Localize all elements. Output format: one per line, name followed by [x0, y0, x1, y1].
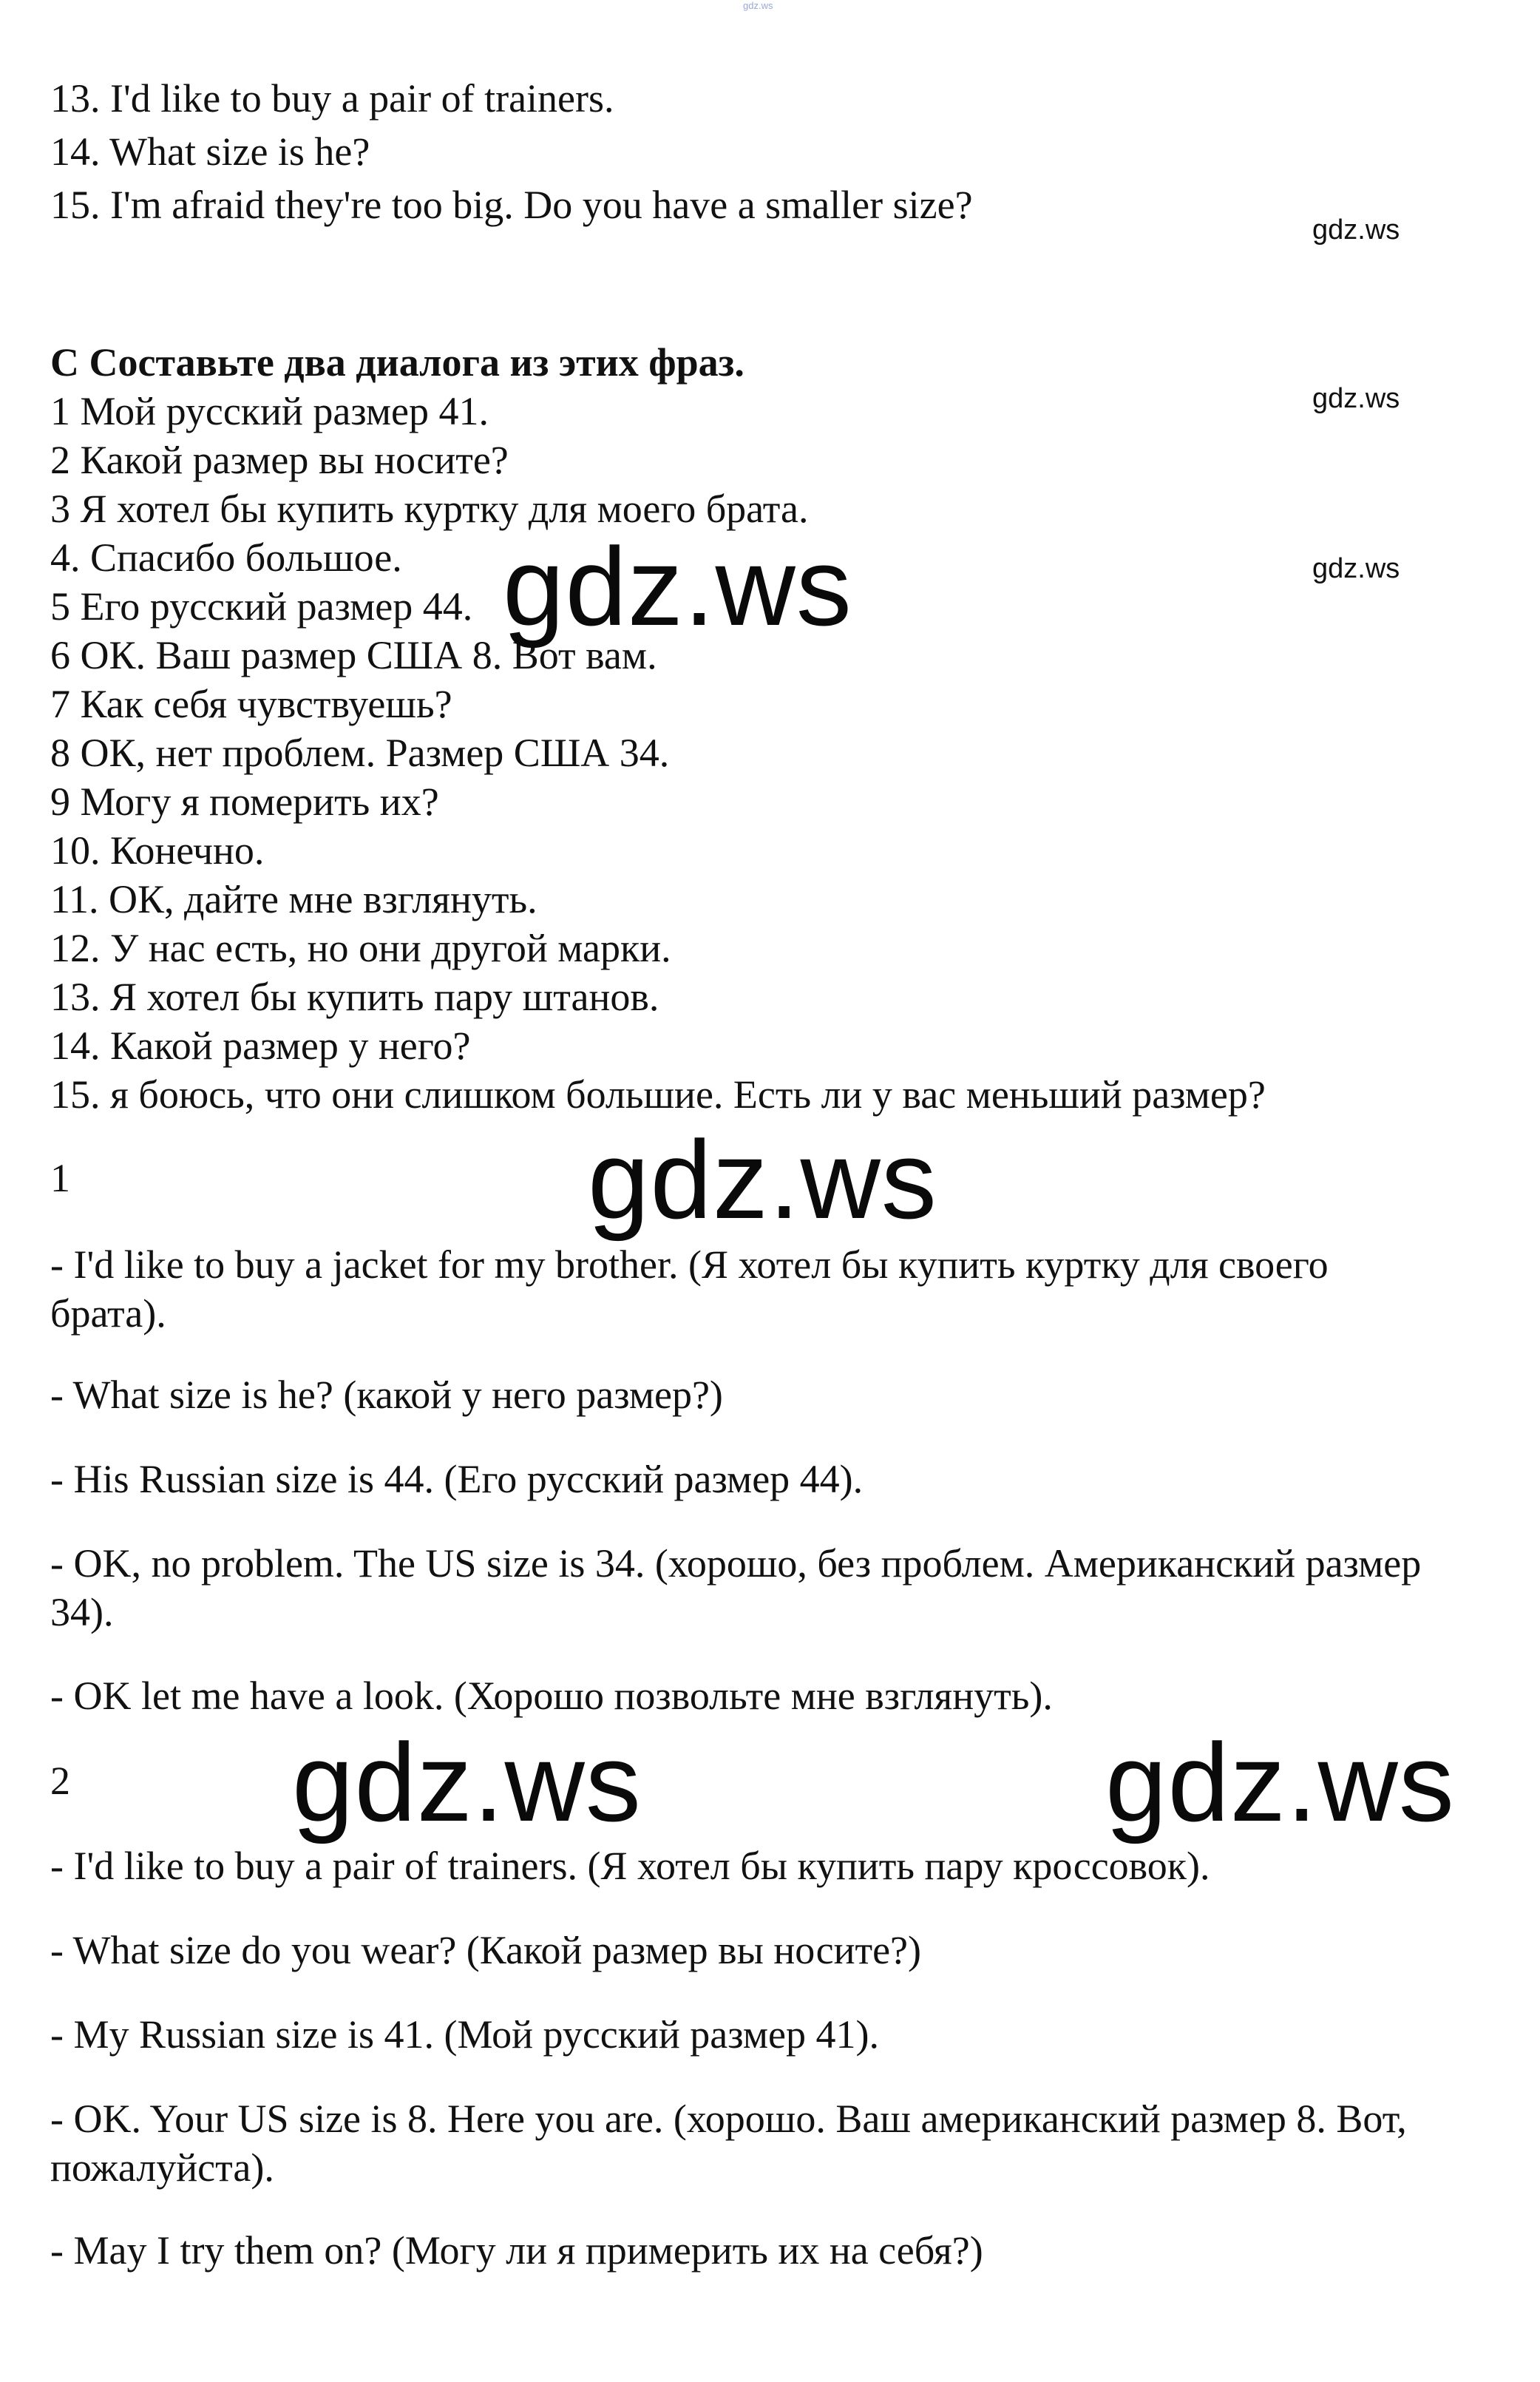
- dialogue-2-line-3: - My Russian size is 41. (Мой русский размер 41).: [50, 2012, 879, 2057]
- section-c-item-14: 14. Какой размер у него?: [50, 1023, 471, 1068]
- dialogue-1-line-2: - What size is he? (какой у него размер?): [50, 1373, 723, 1417]
- section-c-item-10: 10. Конечно.: [50, 828, 265, 873]
- watermark-small-1: gdz.ws: [1312, 214, 1400, 246]
- top-list-item-15: 15. I'm afraid they're too big. Do you have a smaller size?: [50, 183, 973, 227]
- section-c-item-5: 5 Его русский размер 44.: [50, 584, 473, 629]
- watermark-big-1: gdz.ws: [503, 524, 852, 649]
- section-c-item-2: 2 Какой размер вы носите?: [50, 438, 509, 482]
- dialogue-1-line-5: - OK let me have a look. (Хорошо позвольте мне взглянуть).: [50, 1674, 1053, 1718]
- watermark-big-2: gdz.ws: [588, 1117, 937, 1242]
- section-c-item-1: 1 Мой русский размер 41.: [50, 389, 489, 433]
- watermark-small-2: gdz.ws: [1312, 383, 1400, 414]
- dialogue-1-number: 1: [50, 1156, 70, 1200]
- watermark-top-tiny: gdz.ws: [743, 0, 773, 11]
- watermark-big-3: gdz.ws: [292, 1720, 642, 1844]
- dialogue-2-line-2: - What size do you wear? (Какой размер вы носите?): [50, 1928, 922, 1972]
- section-c-item-13: 13. Я хотел бы купить пару штанов.: [50, 975, 659, 1019]
- watermark-small-3: gdz.ws: [1312, 553, 1400, 584]
- dialogue-1-line-1: - I'd like to buy a jacket for my brother. (Я хотел бы купить куртку для своего брата).: [50, 1242, 1329, 1336]
- dialogue-1-line-4: - OK, no problem. The US size is 34. (хорошо, без проблем. Американский размер 34).: [50, 1541, 1422, 1634]
- section-c-heading: C Составьте два диалога из этих фраз.: [50, 340, 744, 385]
- section-c-item-12: 12. У нас есть, но они другой марки.: [50, 926, 671, 970]
- section-c-item-6: 6 ОК. Ваш размер США 8. Вот вам.: [50, 633, 657, 677]
- section-c-item-3: 3 Я хотел бы купить куртку для моего брата.: [50, 487, 809, 531]
- top-list-item-13: 13. I'd like to buy a pair of trainers.: [50, 76, 614, 121]
- dialogue-2-line-5: - May I try them on? (Могу ли я примерить их на себя?): [50, 2228, 983, 2273]
- watermark-big-4: gdz.ws: [1105, 1720, 1455, 1844]
- section-c-item-9: 9 Могу я померить их?: [50, 779, 439, 824]
- section-c-item-15: 15. я боюсь, что они слишком большие. Есть ли у вас меньший размер?: [50, 1072, 1266, 1117]
- section-c-item-11: 11. ОК, дайте мне взглянуть.: [50, 877, 537, 921]
- dialogue-2-line-4: - OK. Your US size is 8. Here you are. (хорошо. Ваш американский размер 8. Вот, пожалуйста).: [50, 2097, 1407, 2190]
- section-c-item-4: 4. Спасибо большое.: [50, 535, 402, 580]
- dialogue-2-number: 2: [50, 1759, 70, 1803]
- dialogue-1-line-3: - His Russian size is 44. (Его русский размер 44).: [50, 1457, 864, 1501]
- section-c-item-7: 7 Как себя чувствуешь?: [50, 682, 452, 726]
- dialogue-2-line-1: - I'd like to buy a pair of trainers. (Я хотел бы купить пару кроссовок).: [50, 1844, 1210, 1888]
- section-c-item-8: 8 ОК, нет проблем. Размер США 34.: [50, 731, 670, 775]
- top-list-item-14: 14. What size is he?: [50, 129, 370, 174]
